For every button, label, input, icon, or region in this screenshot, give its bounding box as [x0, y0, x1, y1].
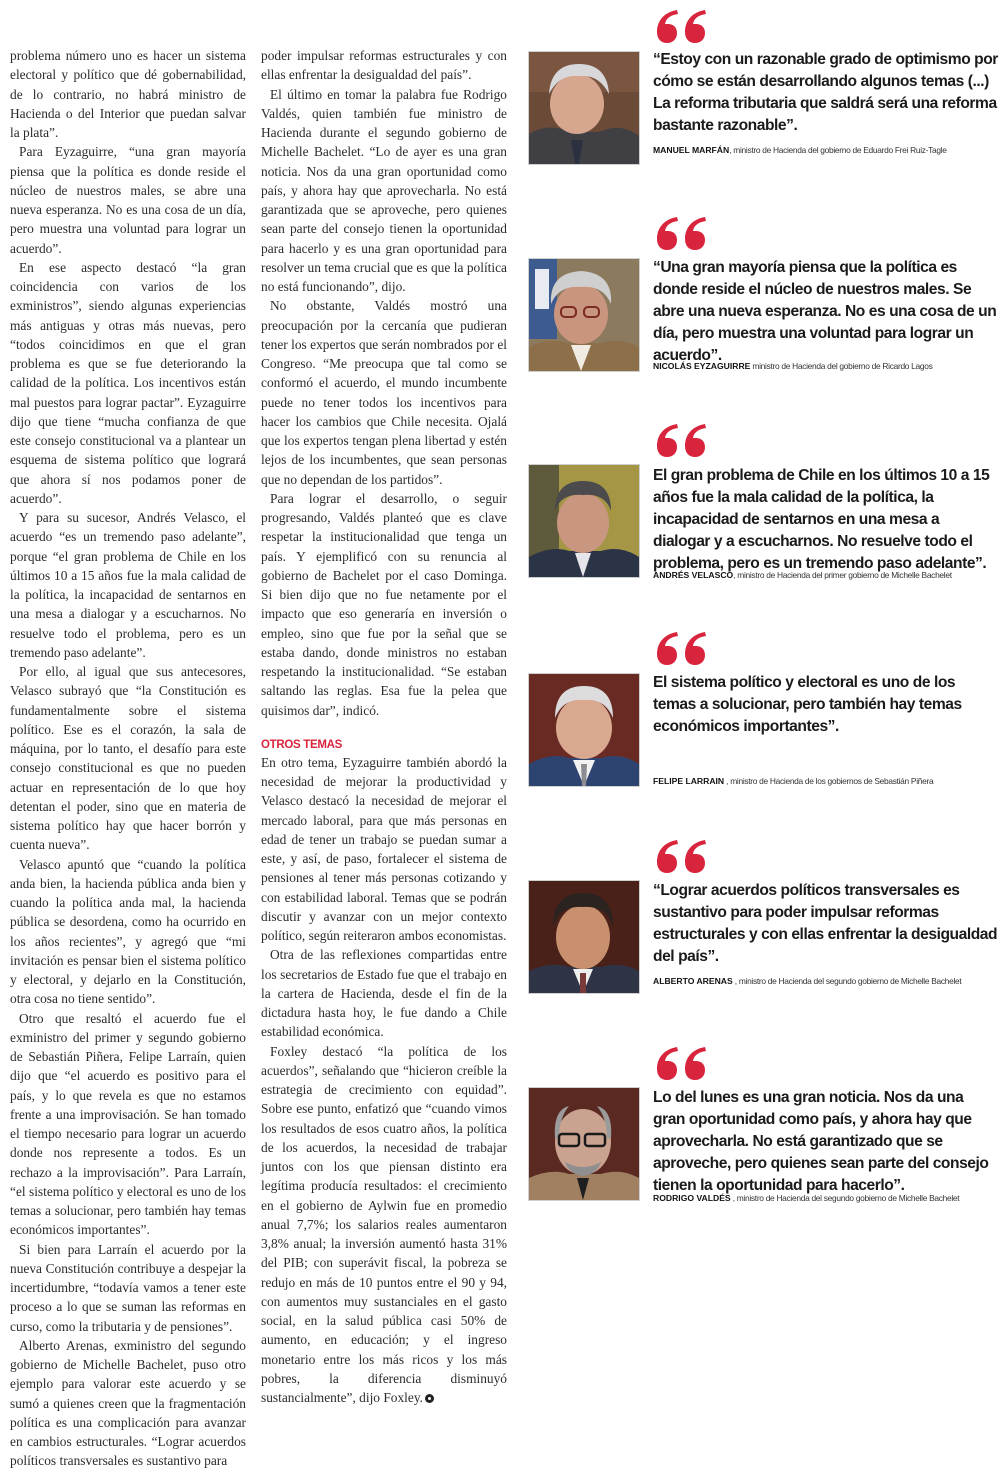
paragraph-last: [261, 1042, 507, 1408]
paragraph: No obstante, Valdés mostró una preocupación por la cercanía que pudieran tener los expertos que serán nombrados por el Congreso. “Me preocupa que tal como se conformó el acuerdo, el mundo incumbente puede no tener todos los incentivos para hacer los cambios que Chile necesita. Ojalá que los expertos tengan plena libertad y estén lejos de los incumbentes, que sean personas que no dependan de los partidos”.: [261, 298, 507, 487]
quote-mark-icon: [655, 215, 707, 251]
speaker-role: , ministro de Hacienda del segundo gobierno de Michelle Bachelet: [730, 1193, 960, 1203]
paragraph: Si bien para Larraín el acuerdo por la nueva Constitución contribuye a despejar la incertidumbre, “todavía vamos a tener este proceso a lo que se suman las reformas en curso, como la tributaria y de pensiones”.: [10, 1241, 246, 1334]
quote-attribution: [653, 976, 1000, 986]
quote-block-velasco: [528, 422, 1000, 622]
quote-text: El gran problema de Chile en los últimos 10 a 15 años fue la mala calidad de la política, la incapacidad de sentarnos en una mesa a dialogar y a escucharnos. No resuelve todo el problema, pero es un tremendo paso adelante”.: [653, 467, 990, 572]
paragraph: Otra de las reflexiones compartidas entre los secretarios de Estado fue que el trabajo en la cartera de Hacienda, desde el fin de la dictadura hasta hoy, le fue dando a Chile estabilidad económica.: [261, 947, 507, 1040]
portrait-photo: [528, 880, 640, 994]
paragraph: problema número uno es hacer un sistema electoral y político que dé gobernabilidad, de lo contrario, no habrá ministro de Hacienda o del Interior que puedan salvar la plata”.: [10, 48, 246, 140]
quote-block-eyzaguirre: [528, 215, 1000, 415]
quote-mark-icon: [655, 8, 707, 44]
quote-attribution: [653, 1193, 1000, 1203]
paragraph-text: Foxley destacó “la política de los acuerdos”, señalando que “hicieron creíble la estrategia de crecimiento con equidad”. Sobre ese punto, enfatizó que “cuando vimos los resultados de esos cuatro años, la política de los acuerdos, la necesidad de trabajar juntos con los que piensan distinto era legítima producía resultados: el crecimiento en el gobierno de Aylwin fue en promedio anual 7,7%; los salarios reales aumentaron 3,8% anual; la inversión aumentó hasta 31% del PIB; con superávit fiscal, la pobreza se redujo en más de 10 puntos entre el 90 y 94, con aumentos muy sustanciales en el gasto social, en la salud pública casi 50% de aumento, en educación; y el ingreso monetario entre los más ricos y los más pobres, la diferencia disminuyó sustancialmente”, dijo Foxley.: [261, 1043, 507, 1405]
paragraph: poder impulsar reformas estructurales y con ellas enfrentar la desigualdad del país”.: [261, 48, 507, 83]
quote-block-marfan: [528, 8, 1000, 208]
portrait-photo: [528, 258, 640, 372]
paragraph: Velasco apuntó que “cuando la política anda bien, la hacienda pública anda bien y cuando la política anda mal, la hacienda pública se desordena, como ha ocurrido en los años recientes”, y agregó que “mi invitación es pensar bien el sistema político y electoral, y dejarlo en la Constitución, otra cosa no tiene sentido”.: [10, 856, 246, 1007]
article-column-left: [10, 46, 246, 1471]
quote-text: El sistema político y electoral es uno de los temas a solucionar, pero también hay temas económicos importantes”.: [653, 674, 962, 735]
portrait-photo: [528, 464, 640, 578]
quote-block-larrain: [528, 630, 1000, 830]
speaker-role: , ministro de Hacienda de los gobiernos de Sebastián Piñera: [724, 776, 934, 786]
paragraph: Por ello, al igual que sus antecesores, Velasco subrayó que “la Constitución es fundamentalmente sobre el sistema político. Ese es el corazón, la sala de máquina, por lo tanto, el desafío para este consejo constitucional es que no pueden actuar en representación de lo que hoy detentan el poder, sino que en materia de sistema político hay que hacer borrón y cuenta nueva”.: [10, 664, 246, 853]
speaker-name: RODRIGO VALDÉS: [653, 1193, 731, 1203]
quote-mark-icon: [655, 1045, 707, 1081]
paragraph: Para lograr el desarrollo, o seguir progresando, Valdés planteó que es clave respetar la institucionalidad que tenga un país. Y ejemplificó con su renuncia al gobierno de Bachelet por el caso Dominga. Si bien dijo que no fue netamente por el impacto que eso generaría en inversión o empleo, sino que fue por la señal que se estaba dando, donde ministros no estaban respetando la institucionalidad. “Se estaban saltando las reglas. Esa fue la pelea que quisimos dar”, indicó.: [261, 490, 507, 718]
paragraph: Y para su sucesor, Andrés Velasco, el acuerdo “es un tremendo paso adelante”, porque “el gran problema de Chile en los últimos 10 a 15 años fue la mala calidad de la política, la incapacidad de sentarnos en una mesa a dialogar y a escucharnos. No resuelve todo el problema, pero es un tremendo paso adelante”.: [10, 510, 246, 660]
section-subhead: OTROS TEMAS: [261, 738, 343, 751]
quote-mark-icon: [655, 838, 707, 874]
speaker-name: FELIPE LARRAIN: [653, 776, 725, 786]
quote-mark-icon: [655, 630, 707, 666]
speaker-name: ALBERTO ARENAS: [653, 976, 733, 986]
quote-text: “Lograr acuerdos políticos transversales es sustantivo para poder impulsar reformas estructurales y con ellas enfrentar la desigualdad del país”.: [653, 882, 998, 965]
quote-attribution: [653, 361, 1000, 371]
paragraph: En otro tema, Eyzaguirre también abordó la necesidad de mejorar la productividad y Velasco destacó la necesidad de mejorar el mercado laboral, para que más personas en edad de tener un trabajo se puedan sumar a este, y así, de paso, fortalecer el sistema de pensiones al tener más personas cotizando y con estabilidad laboral. Temas que se podrán discutir y avanzar con un mejor contexto político, según reiteraron ambos economistas.: [261, 754, 507, 943]
quote-text: “Una gran mayoría piensa que la política es donde reside el núcleo de nuestros males. Se abre una nueva esperanza. No es una cosa de un día, pero muestra una voluntad para lograr un acuerdo”.: [653, 259, 997, 364]
speaker-name: MANUEL MARFÁN: [653, 145, 730, 155]
quote-attribution: [653, 145, 1000, 155]
paragraph: Alberto Arenas, exministro del segundo gobierno de Michelle Bachelet, puso otro ejemplo para valorar este acuerdo y se sumó a quienes creen que la fragmentación política es una complicación para avanzar en cambios estructurales. “Lograr acuerdos políticos transversales es sustantivo para: [10, 1337, 246, 1469]
speaker-role: , ministro de Hacienda del gobierno de Eduardo Frei Ruiz-Tagle: [729, 145, 947, 155]
speaker-role: , ministro de Hacienda del primer gobierno de Michelle Bachelet: [733, 570, 952, 580]
quote-text: “Estoy con un razonable grado de optimismo por cómo se están desarrollando algunos temas (...) La reforma tributaria que saldrá será una reforma bastante razonable”.: [653, 51, 998, 134]
portrait-photo: [528, 51, 640, 165]
portrait-photo: [528, 673, 640, 787]
speaker-role: ministro de Hacienda del gobierno de Ricardo Lagos: [750, 361, 933, 371]
quote-mark-icon: [655, 422, 707, 458]
end-of-article-icon: [425, 1394, 434, 1403]
quote-attribution: [653, 776, 1000, 786]
quote-block-arenas: [528, 838, 1000, 1038]
paragraph: El último en tomar la palabra fue Rodrigo Valdés, quien también fue ministro de Hacienda durante el segundo gobierno de Michelle Bachelet. “Lo de ayer es una gran noticia. Nos da una gran oportunidad como país, y ahora hay que aprovecharla. No está garantizada que se aproveche, pero quienes sean parte del consejo tienen la oportunidad para hacerlo y es una gran oportunidad para resolver un tema crucial que es que la política no está funcionando”, dijo.: [261, 86, 507, 294]
paragraph: En ese aspecto destacó “la gran coincidencia con varios de los exministros”, siendo algunas experiencias más antiguas y otras más nuevas, pero “todos coincidimos en que el gran problema es que se fue deteriorando la calidad de la política. Los incentivos están mal puestos para lograr pactar”. Eyzaguirre dijo que tiene “mucha confianza de que este consejo constitucional va a plantear un esquema de sistema político que logrará que ahora sí nos podamos poner de acuerdo”.: [10, 259, 246, 506]
speaker-role: , ministro de Hacienda del segundo gobierno de Michelle Bachelet: [732, 976, 962, 986]
paragraph: Para Eyzaguirre, “una gran mayoría piensa que la política es donde reside el núcleo de nuestros males, se abre una nueva esperanza. No es una cosa de un día, pero muestra una voluntad para lograr un acuerdo”.: [10, 144, 246, 256]
speaker-name: ANDRÉS VELASCO: [653, 570, 734, 580]
paragraph: Otro que resaltó el acuerdo fue el exministro del primer y segundo gobierno de Sebastián Piñera, Felipe Larraín, quien dijo que “el acuerdo es positivo para el país, y lo que revela es que no estamos frente a una improvisación. Se han tomado el tiempo necesario para lograr un acuerdo donde nos represente a todos. Es un rechazo a la improvisación”. Para Larraín, “el sistema político y electoral es uno de los temas a solucionar, pero también hay temas económicos importantes”.: [10, 1010, 246, 1238]
quote-text: Lo del lunes es una gran noticia. Nos da una gran oportunidad como país, y ahora hay que aprovecharla. No está garantizado que se aproveche, pero quienes sean parte del consejo tienen la oportunidad para hacerlo”.: [653, 1089, 989, 1194]
quote-block-valdes: [528, 1045, 1000, 1245]
portrait-photo: [528, 1087, 640, 1201]
article-column-middle: [261, 46, 507, 1407]
quote-attribution: [653, 570, 1000, 580]
speaker-name: NICOLÁS EYZAGUIRRE: [653, 361, 751, 371]
